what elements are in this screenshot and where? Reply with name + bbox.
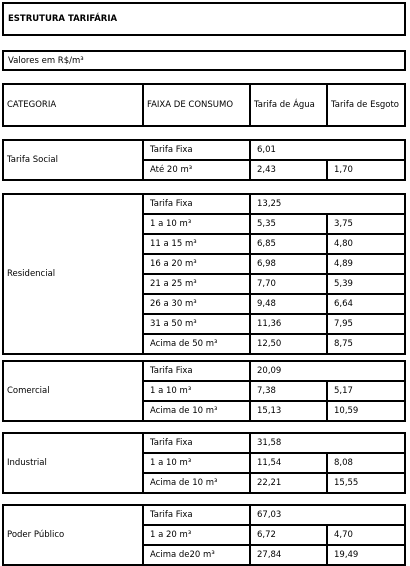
page-title: ESTRUTURA TARIFÁRIA bbox=[2, 2, 406, 36]
table-row bbox=[144, 255, 404, 273]
table-row bbox=[144, 215, 404, 233]
divider bbox=[249, 195, 251, 353]
faixa-cell: Tarifa Fixa bbox=[150, 366, 193, 376]
agua-cell: 7,38 bbox=[257, 386, 276, 396]
esgoto-cell bbox=[330, 506, 404, 524]
faixa-cell: 16 a 20 m³ bbox=[150, 259, 197, 269]
agua-cell: 27,84 bbox=[257, 550, 282, 560]
table-row bbox=[144, 402, 404, 420]
units-note: Valores em R$/m³ bbox=[2, 50, 406, 71]
faixa-cell: 1 a 10 m³ bbox=[150, 386, 192, 396]
esgoto-cell bbox=[330, 141, 404, 159]
header-esgoto: Tarifa de Esgoto bbox=[331, 100, 400, 110]
agua-cell: 6,85 bbox=[257, 239, 276, 249]
agua-cell: 67,03 bbox=[257, 510, 282, 520]
table-row bbox=[144, 362, 404, 380]
esgoto-cell: 1,70 bbox=[334, 165, 353, 175]
esgoto-cell: 3,75 bbox=[334, 219, 353, 229]
esgoto-cell: 10,59 bbox=[334, 406, 359, 416]
esgoto-cell: 4,70 bbox=[334, 530, 353, 540]
agua-cell: 2,43 bbox=[257, 165, 276, 175]
faixa-cell: Acima de 10 m³ bbox=[150, 478, 218, 488]
esgoto-cell: 4,80 bbox=[334, 239, 353, 249]
agua-cell: 20,09 bbox=[257, 366, 282, 376]
esgoto-cell: 8,08 bbox=[334, 458, 353, 468]
esgoto-cell: 5,17 bbox=[334, 386, 353, 396]
esgoto-cell bbox=[330, 434, 404, 452]
category-label: Residencial bbox=[7, 269, 56, 279]
agua-cell: 31,58 bbox=[257, 438, 282, 448]
divider bbox=[326, 452, 328, 492]
esgoto-cell: 8,75 bbox=[334, 339, 353, 349]
table-row bbox=[144, 506, 404, 524]
table-row bbox=[144, 275, 404, 293]
table-row bbox=[144, 382, 404, 400]
divider bbox=[326, 524, 328, 564]
agua-cell: 15,13 bbox=[257, 406, 282, 416]
category-label: Tarifa Social bbox=[7, 155, 58, 165]
tariff-group bbox=[2, 139, 406, 181]
divider bbox=[249, 362, 251, 420]
esgoto-cell: 4,89 bbox=[334, 259, 353, 269]
faixa-cell: 11 a 15 m³ bbox=[150, 239, 197, 249]
table-row bbox=[144, 141, 404, 159]
table-row bbox=[144, 474, 404, 492]
faixa-cell: 1 a 10 m³ bbox=[150, 219, 192, 229]
esgoto-cell: 6,64 bbox=[334, 299, 353, 309]
agua-cell: 6,72 bbox=[257, 530, 276, 540]
esgoto-cell bbox=[330, 362, 404, 380]
agua-cell: 11,54 bbox=[257, 458, 282, 468]
agua-cell: 7,70 bbox=[257, 279, 276, 289]
tariff-group bbox=[2, 360, 406, 422]
esgoto-cell bbox=[330, 195, 404, 213]
agua-cell: 22,21 bbox=[257, 478, 282, 488]
esgoto-cell: 19,49 bbox=[334, 550, 359, 560]
faixa-cell: 31 a 50 m³ bbox=[150, 319, 197, 329]
tariff-group bbox=[2, 504, 406, 566]
table-row bbox=[144, 235, 404, 253]
faixa-cell: 1 a 20 m³ bbox=[150, 530, 192, 540]
table-row bbox=[144, 195, 404, 213]
divider bbox=[326, 380, 328, 420]
faixa-cell: Tarifa Fixa bbox=[150, 145, 193, 155]
faixa-cell: Acima de 50 m³ bbox=[150, 339, 218, 349]
faixa-cell: Acima de20 m³ bbox=[150, 550, 215, 560]
divider bbox=[249, 506, 251, 564]
agua-cell: 9,48 bbox=[257, 299, 276, 309]
table-row bbox=[144, 546, 404, 564]
table-row bbox=[144, 315, 404, 333]
divider bbox=[326, 159, 328, 179]
table-row bbox=[144, 526, 404, 544]
faixa-cell: Tarifa Fixa bbox=[150, 438, 193, 448]
divider bbox=[326, 213, 328, 353]
category-label: Poder Público bbox=[7, 530, 65, 540]
table-row bbox=[144, 434, 404, 452]
tariff-group bbox=[2, 432, 406, 494]
table-row bbox=[144, 454, 404, 472]
faixa-cell: Até 20 m³ bbox=[150, 165, 193, 175]
esgoto-cell: 5,39 bbox=[334, 279, 353, 289]
agua-cell: 6,01 bbox=[257, 145, 276, 155]
category-label: Comercial bbox=[7, 386, 50, 396]
faixa-cell: Acima de 10 m³ bbox=[150, 406, 218, 416]
faixa-cell: 26 a 30 m³ bbox=[150, 299, 197, 309]
divider bbox=[249, 434, 251, 492]
faixa-cell: 21 a 25 m³ bbox=[150, 279, 197, 289]
agua-cell: 12,50 bbox=[257, 339, 282, 349]
faixa-cell: Tarifa Fixa bbox=[150, 199, 193, 209]
table-row bbox=[144, 161, 404, 179]
faixa-cell: 1 a 10 m³ bbox=[150, 458, 192, 468]
tariff-group bbox=[2, 193, 406, 355]
agua-cell: 13,25 bbox=[257, 199, 282, 209]
table-row bbox=[144, 335, 404, 353]
agua-cell: 5,35 bbox=[257, 219, 276, 229]
header-faixa: FAIXA DE CONSUMO bbox=[147, 100, 234, 110]
header-categoria: CATEGORIA bbox=[7, 100, 57, 110]
esgoto-cell: 7,95 bbox=[334, 319, 353, 329]
faixa-cell: Tarifa Fixa bbox=[150, 510, 193, 520]
esgoto-cell: 15,55 bbox=[334, 478, 359, 488]
table-row bbox=[144, 295, 404, 313]
agua-cell: 11,36 bbox=[257, 319, 282, 329]
table-header bbox=[2, 83, 406, 127]
agua-cell: 6,98 bbox=[257, 259, 276, 269]
category-label: Industrial bbox=[7, 458, 47, 468]
header-agua: Tarifa de Água bbox=[254, 100, 315, 110]
divider bbox=[249, 141, 251, 179]
